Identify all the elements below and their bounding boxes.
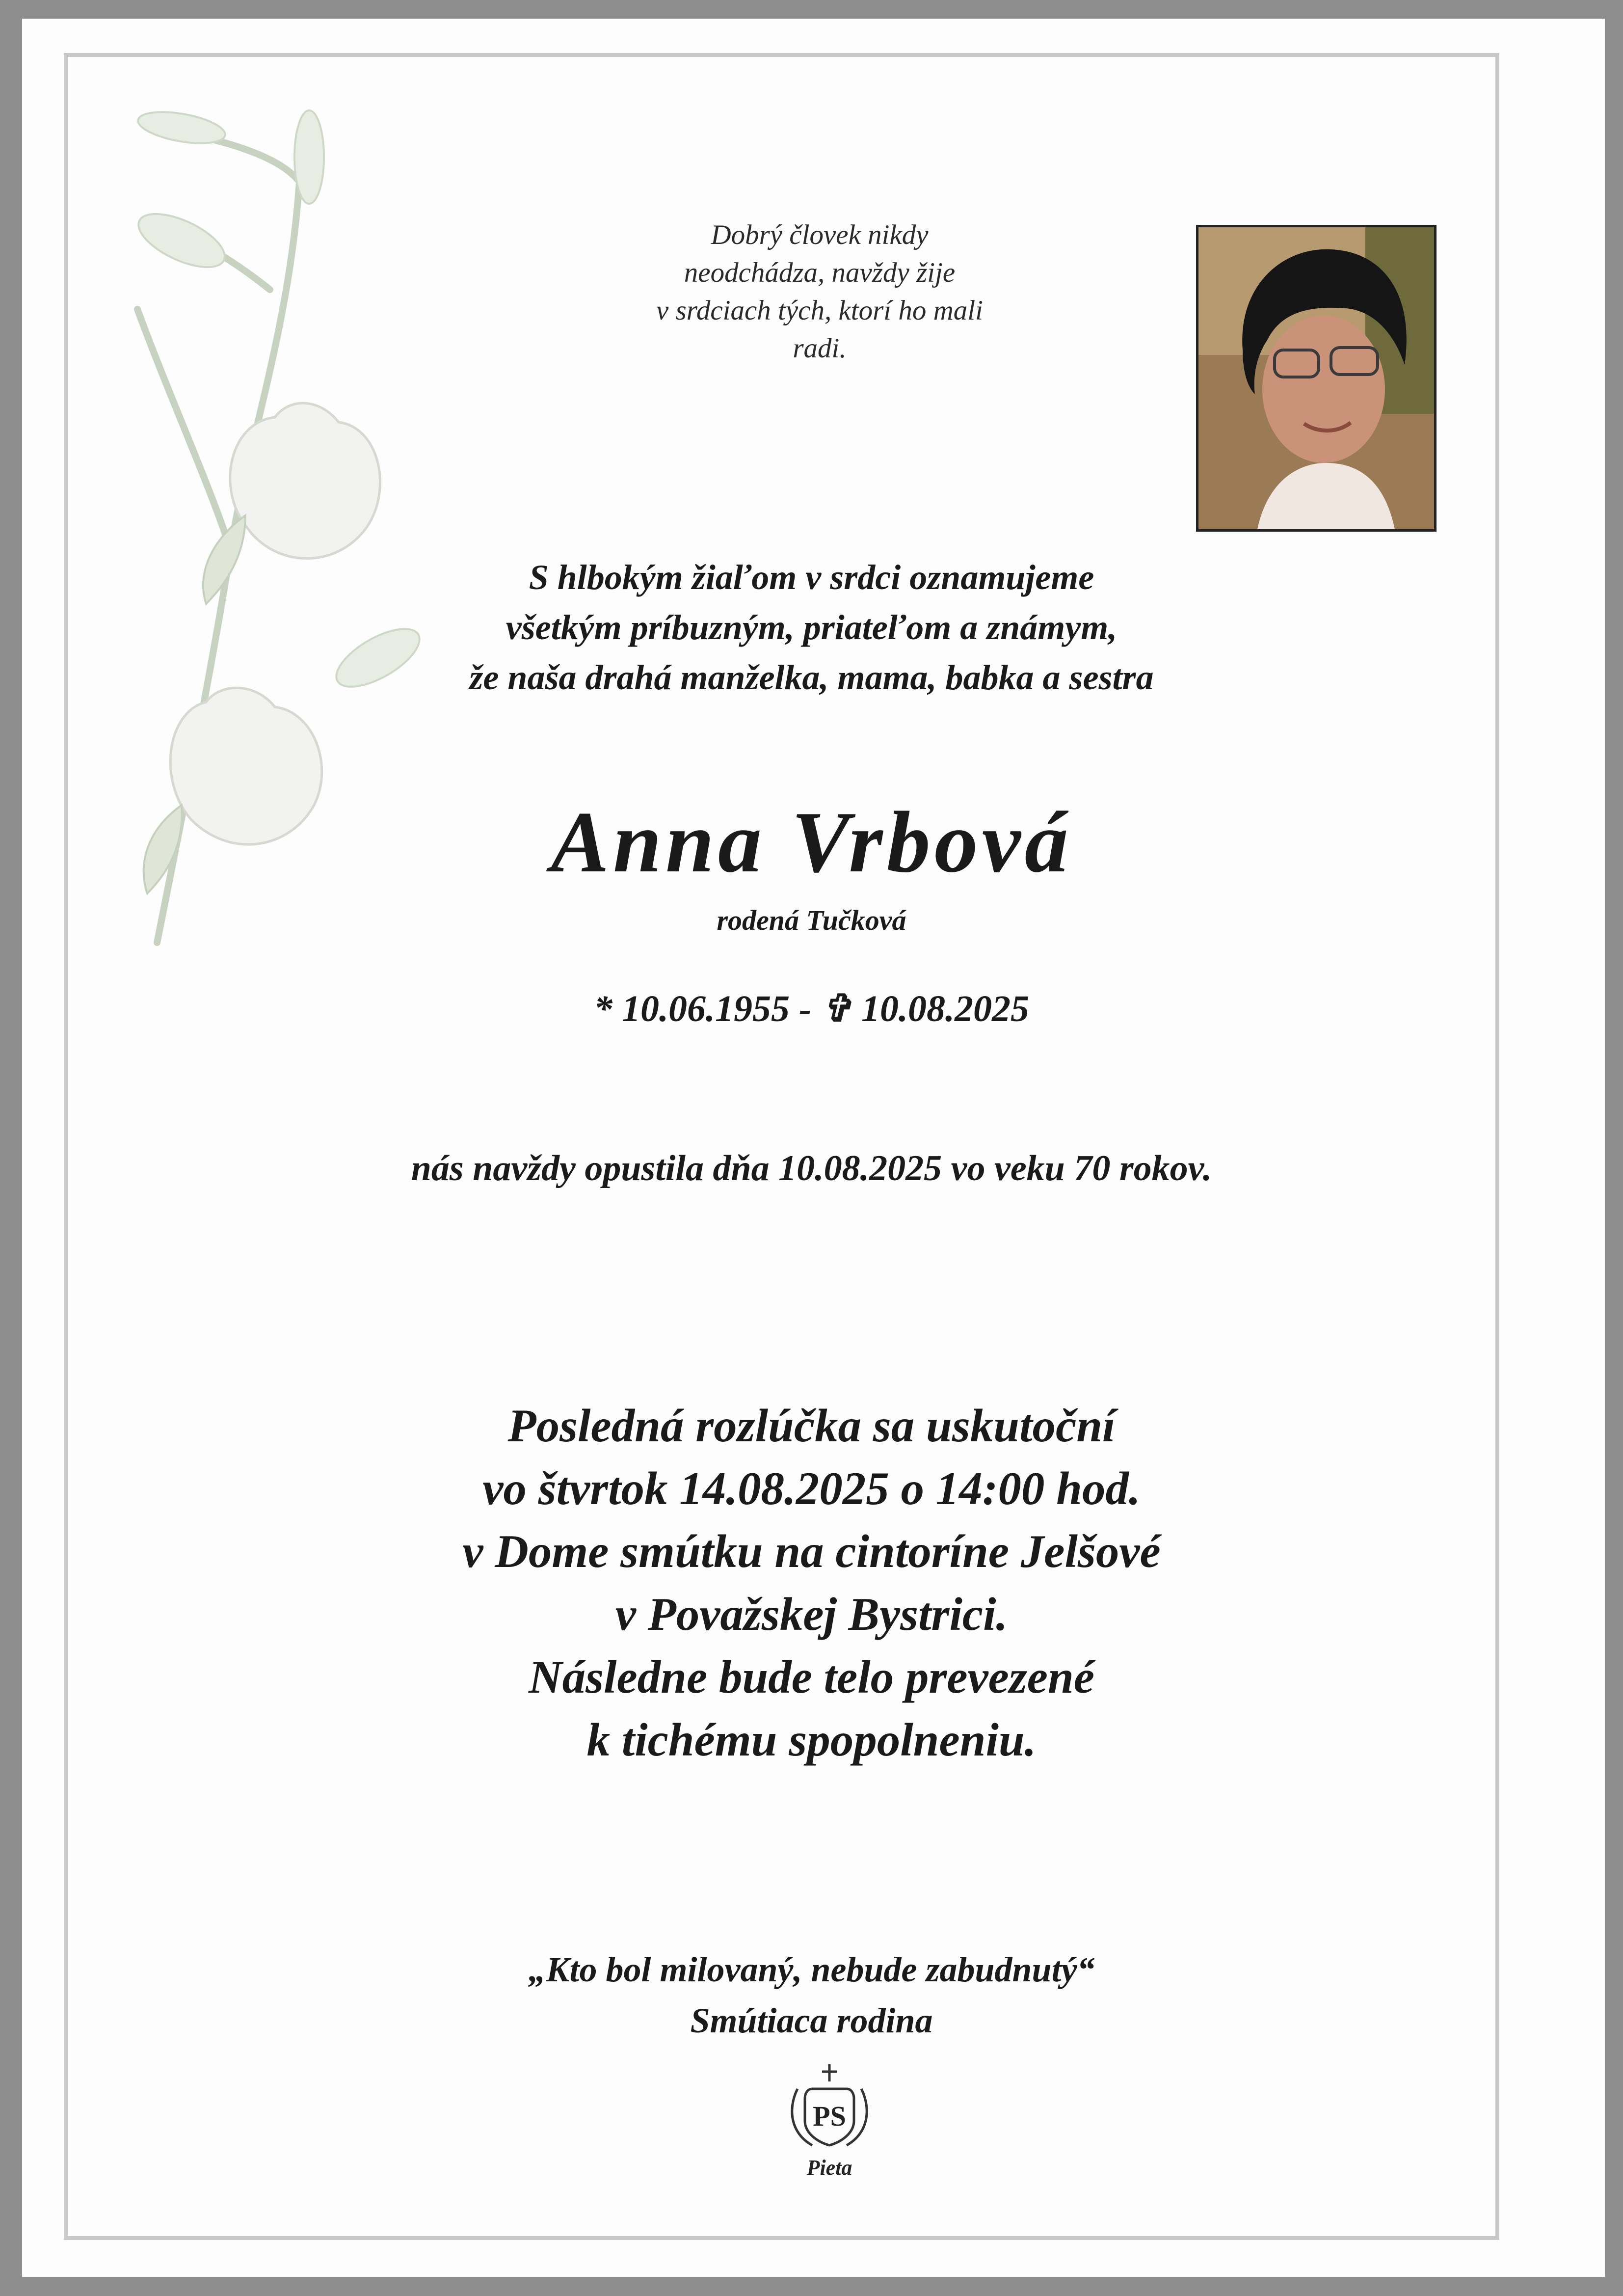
closing-section <box>0 1944 1623 2046</box>
life-dates <box>0 984 1623 1033</box>
quote-line: Dobrý človek nikdy <box>711 219 929 250</box>
cross-icon: ✞ <box>821 988 852 1029</box>
birth-date: 10.06.1955 <box>622 988 790 1029</box>
closing-quote: „Kto bol milovaný, nebude zabudnutý“ <box>528 1950 1095 1989</box>
passed-away-text: nás navždy opustila dňa 10.08.2025 vo veku 70 rokov. <box>411 1148 1212 1189</box>
quote-line: neodchádza, navždy žije <box>684 257 956 288</box>
deceased-name: Anna Vrbová <box>551 793 1072 891</box>
funeral-line: Posledná rozlúčka sa uskutoční <box>507 1400 1116 1452</box>
logo-letters: PS <box>813 2100 846 2132</box>
signature: Smútiaca rodina <box>690 2001 933 2040</box>
pieta-logo-icon <box>783 2059 876 2182</box>
maiden-name: rodená Tučková <box>717 904 906 936</box>
birth-symbol: * <box>594 988 612 1029</box>
quote-line: v srdciach tých, ktorí ho mali <box>656 295 983 326</box>
funeral-line: Následne bude telo prevezené <box>529 1651 1094 1703</box>
funeral-details <box>0 1394 1623 1771</box>
death-date: 10.08.2025 <box>861 988 1029 1029</box>
portrait-photo <box>1196 225 1437 532</box>
funeral-line: v Dome smútku na cintoríne Jelšové <box>462 1525 1161 1577</box>
announcement-intro <box>0 552 1623 702</box>
top-quote <box>574 216 1065 367</box>
intro-line: S hlbokým žiaľom v srdci oznamujeme <box>529 558 1094 597</box>
funeral-line: v Považskej Bystrici. <box>615 1588 1008 1640</box>
funeral-line: k tichému spopolneniu. <box>586 1714 1037 1766</box>
date-separator: - <box>799 988 812 1029</box>
quote-line: radi. <box>793 333 847 364</box>
intro-line: všetkým príbuzným, priateľom a známym, <box>506 608 1117 647</box>
funeral-line: vo štvrtok 14.08.2025 o 14:00 hod. <box>482 1462 1141 1514</box>
intro-line: že naša drahá manželka, mama, babka a sestra <box>469 658 1154 697</box>
logo-name: Pieta <box>806 2156 852 2180</box>
